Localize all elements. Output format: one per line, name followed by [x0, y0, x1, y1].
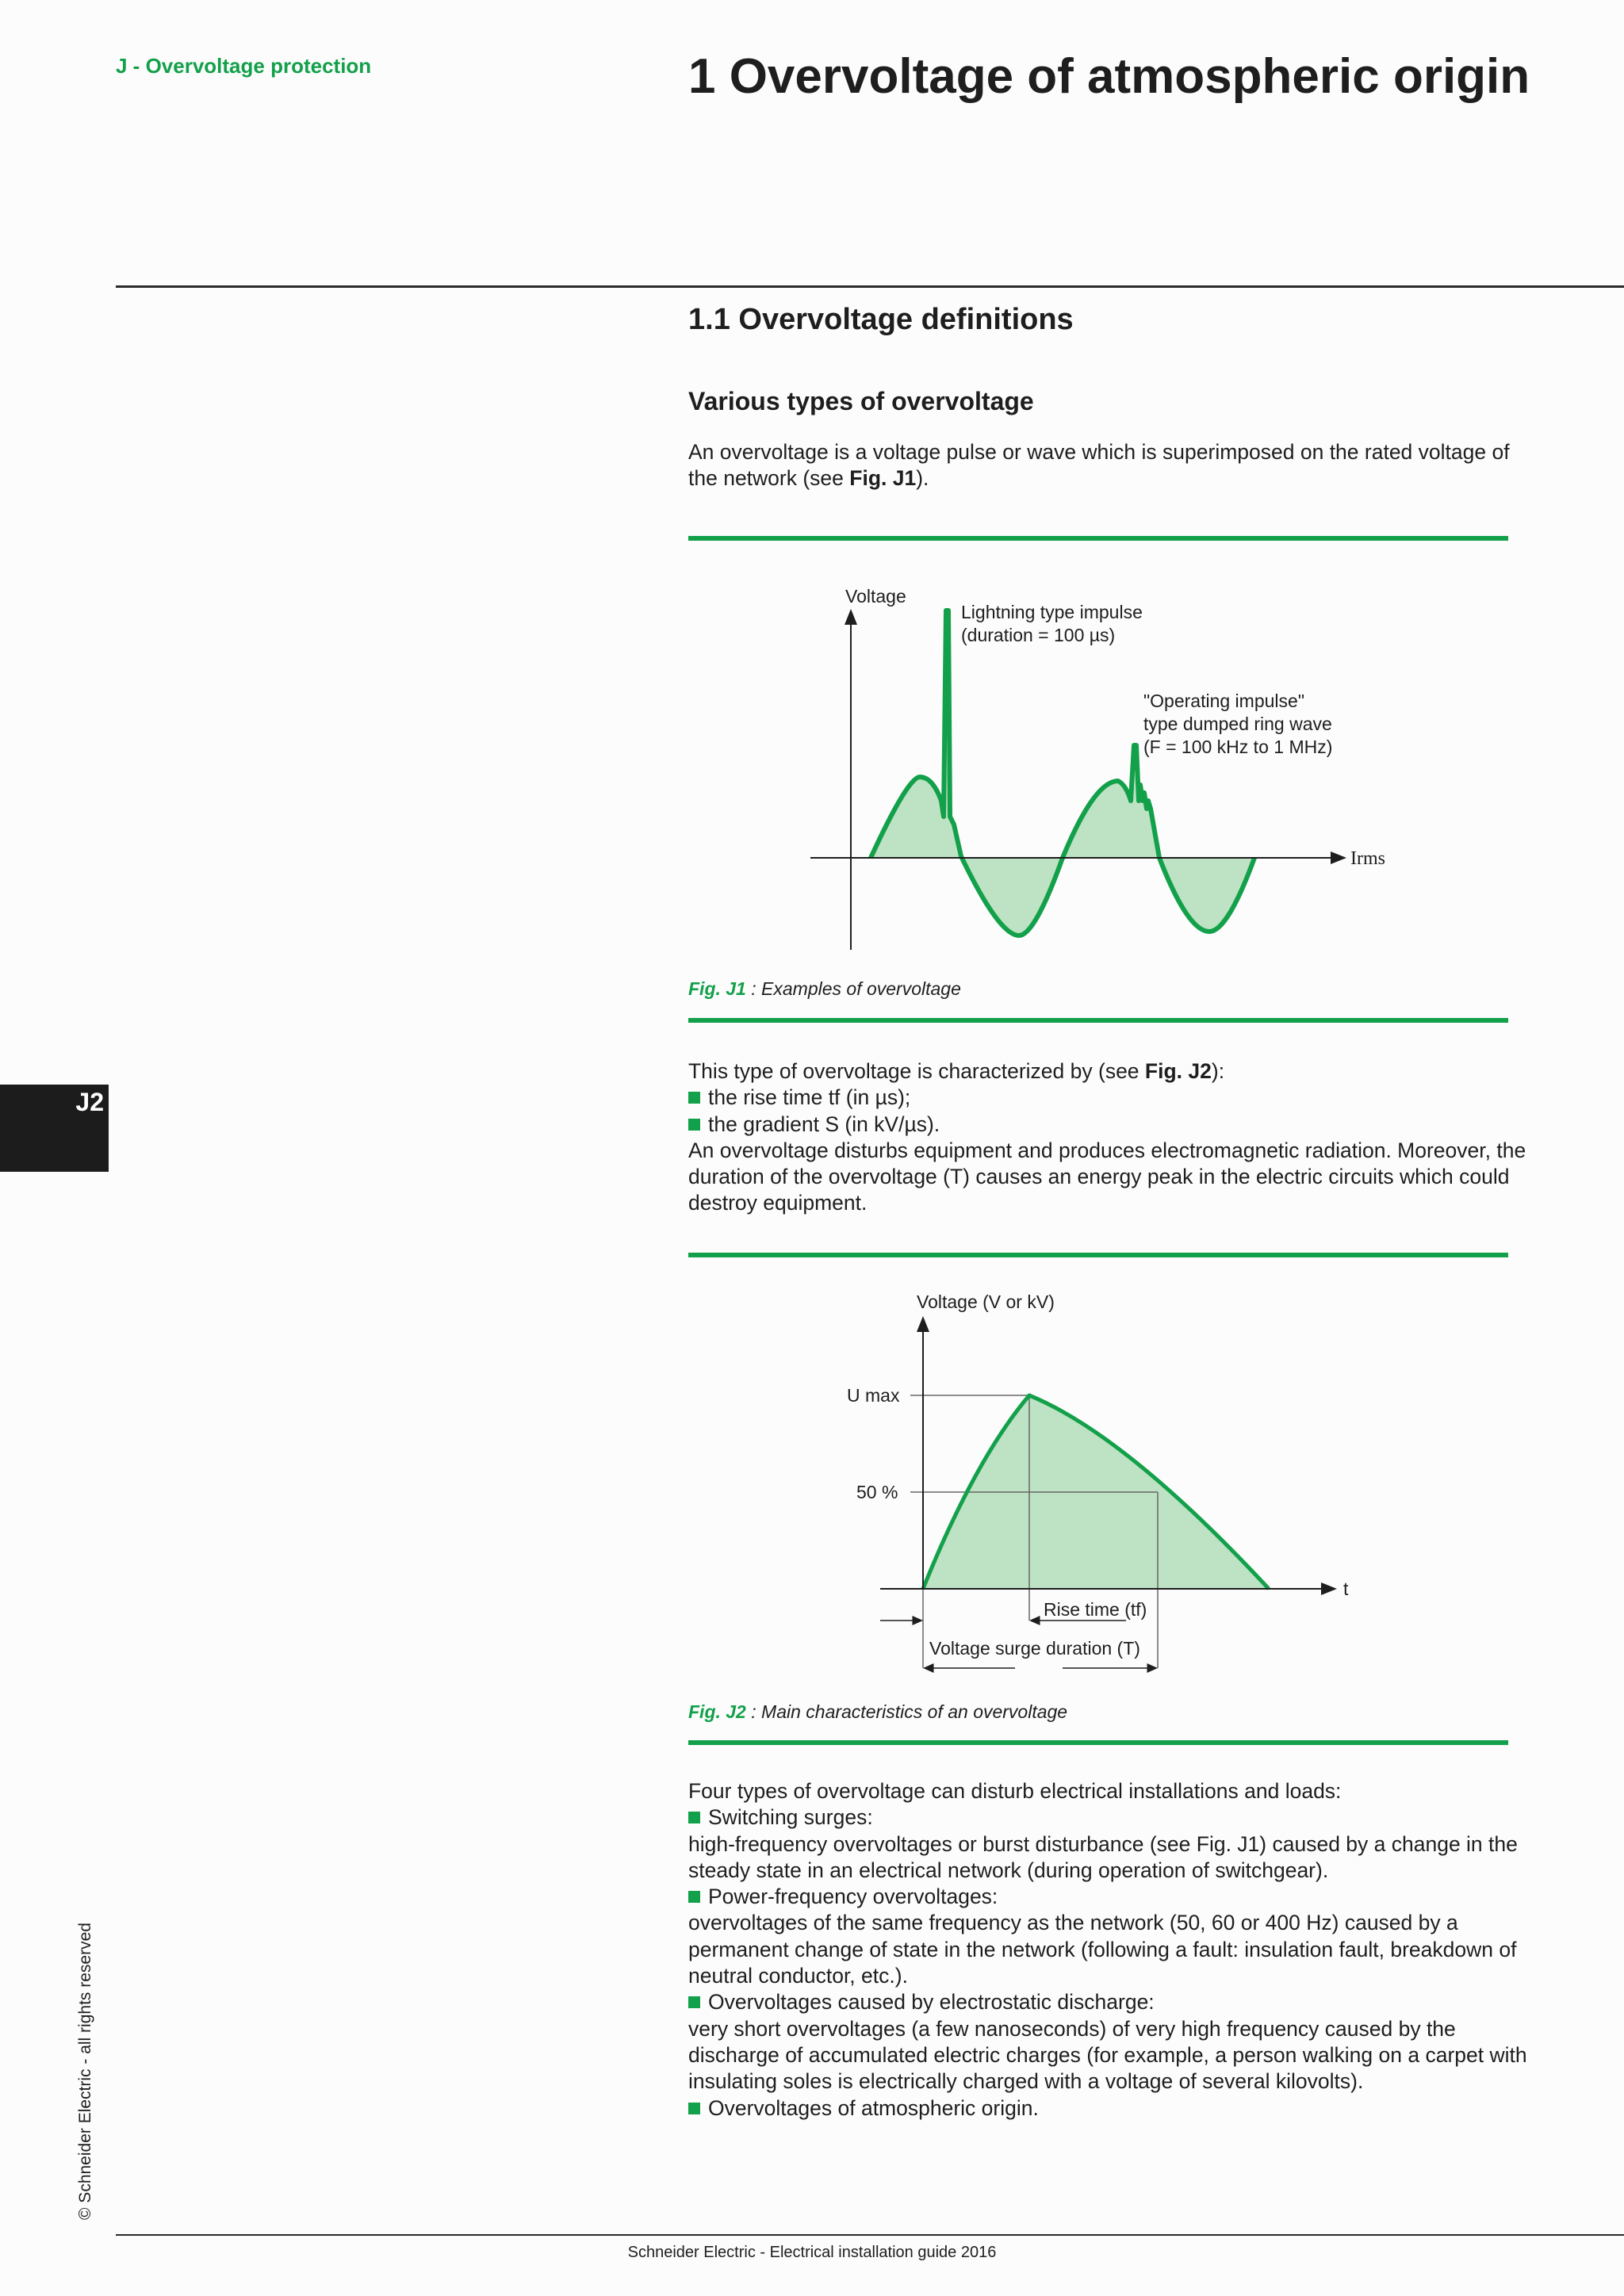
bullet-gradient-text: the gradient S (in kV/µs).: [708, 1112, 940, 1136]
figure-j1-bottom-rule: [688, 1018, 1508, 1023]
bullet-square-icon: [688, 1119, 700, 1131]
type-electrostatic-label: Overvoltages caused by electrostatic discharge:: [708, 1990, 1155, 2015]
footer-divider: [116, 2234, 1624, 2236]
j1-lightning-label-1: Lightning type impulse: [961, 602, 1143, 622]
header-divider: [116, 285, 1624, 288]
j2-y-label: Voltage (V or kV): [917, 1292, 1055, 1312]
j2-umax-label: U max: [847, 1385, 900, 1406]
j1-area-fill: [871, 610, 1254, 936]
section-title: 1.1 Overvoltage definitions: [688, 303, 1074, 336]
bullet-gradient: [688, 1112, 1529, 1138]
overvoltage-types-list: [688, 1778, 1529, 2122]
figure-j1-number: Fig. J1: [688, 978, 746, 999]
bullet-rise-time-text: the rise time tf (in µs);: [708, 1085, 911, 1110]
bullet-square-icon: [688, 1996, 700, 2008]
j1-x-label: Irms: [1350, 848, 1385, 869]
bullet-rise-time: [688, 1085, 1529, 1111]
type-power-frequency-label: Power-frequency overvoltages:: [708, 1885, 998, 1909]
type-switching-label: Switching surges:: [708, 1805, 873, 1830]
bullet-square-icon: [688, 1891, 700, 1903]
j2-rise-label: Rise time (tf): [1044, 1599, 1147, 1620]
intro-figure-ref: Fig. J1: [849, 466, 917, 491]
intro-paragraph: [688, 439, 1529, 492]
characteristics-figure-ref: Fig. J2: [1144, 1059, 1212, 1083]
chapter-label: J - Overvoltage protection: [116, 54, 372, 78]
figure-j1-caption: [688, 978, 961, 1000]
figure-j2-bottom-rule: [688, 1740, 1508, 1745]
bullet-square-icon: [688, 1092, 700, 1104]
figure-j2-diagram: [825, 1284, 1396, 1681]
type-electrostatic-text: very short overvoltages (a few nanoseconds) of very high frequency caused by the discharge of accumulated electric charges (for example, a person walking on a carpet with insulating soles is electrically charged with a voltage of several kilovolts).: [688, 2016, 1527, 2094]
type-atmospheric-label: Overvoltages of atmospheric origin.: [708, 2095, 1039, 2120]
types-intro: Four types of overvoltage can disturb electrical installations and loads:: [688, 1779, 1342, 1803]
type-switching-text: high-frequency overvoltages or burst disturbance (see Fig. J1) caused by a change in the steady state in an electrical network (during operation of switchgear).: [688, 1831, 1518, 1882]
j2-half-label: 50 %: [856, 1482, 898, 1502]
j1-operating-label-3: (F = 100 kHz to 1 MHz): [1143, 737, 1333, 757]
page-title: 1 Overvoltage of atmospheric origin: [688, 49, 1530, 104]
j1-lightning-label-2: (duration = 100 µs): [961, 625, 1116, 645]
intro-text: An overvoltage is a voltage pulse or wave which is superimposed on the rated voltage of the network (see: [688, 440, 1510, 491]
j2-x-label: t: [1343, 1578, 1349, 1599]
characteristics-text: This type of overvoltage is characterized by (see: [688, 1059, 1145, 1083]
j1-operating-label-2: type dumped ring wave: [1143, 714, 1332, 734]
type-power-frequency-title: [688, 1884, 1529, 1910]
figure-j1-caption-text: : Examples of overvoltage: [745, 978, 961, 999]
bullet-square-icon: [688, 1812, 700, 1823]
type-electrostatic-title: [688, 1989, 1529, 2015]
j1-waveform: [871, 610, 1254, 936]
overvoltage-effects-text: An overvoltage disturbs equipment and produces electromagnetic radiation. Moreover, the duration of the overvoltage (T) causes an energy peak in the electric circuits which could destroy equipment.: [688, 1138, 1526, 1215]
subsection-title: Various types of overvoltage: [688, 387, 1034, 415]
figure-j2-caption-text: : Main characteristics of an overvoltage: [745, 1701, 1068, 1722]
j1-operating-label-1: "Operating impulse": [1143, 691, 1304, 711]
j2-duration-label: Voltage surge duration (T): [929, 1638, 1140, 1659]
characteristics-paragraph: [688, 1058, 1529, 1217]
figure-j1-diagram: [793, 571, 1411, 959]
figure-j1-top-rule: [688, 536, 1508, 541]
figure-j2-number: Fig. J2: [688, 1701, 746, 1722]
j1-y-label: Voltage: [845, 586, 906, 607]
page-footer: Schneider Electric - Electrical installation guide 2016: [627, 2244, 997, 2261]
intro-text-end: ).: [916, 466, 929, 491]
chapter-page-tab: [0, 1085, 109, 1172]
copyright-notice: © Schneider Electric - all rights reserved: [76, 1923, 94, 2220]
chapter-page-number: J2: [75, 1088, 104, 1116]
type-atmospheric-title: [688, 2095, 1529, 2122]
bullet-square-icon: [688, 2103, 700, 2114]
type-power-frequency-text: overvoltages of the same frequency as the network (50, 60 or 400 Hz) caused by a permanent change of state in the network (following a fault: insulation fault, breakdown of neutral conductor, etc.).: [688, 1911, 1517, 1988]
characteristics-text-end: ):: [1211, 1059, 1225, 1083]
type-switching-title: [688, 1804, 1529, 1831]
characteristics-intro: [688, 1058, 1529, 1085]
figure-j2-top-rule: [688, 1253, 1508, 1257]
figure-j2-caption: [688, 1701, 1067, 1723]
